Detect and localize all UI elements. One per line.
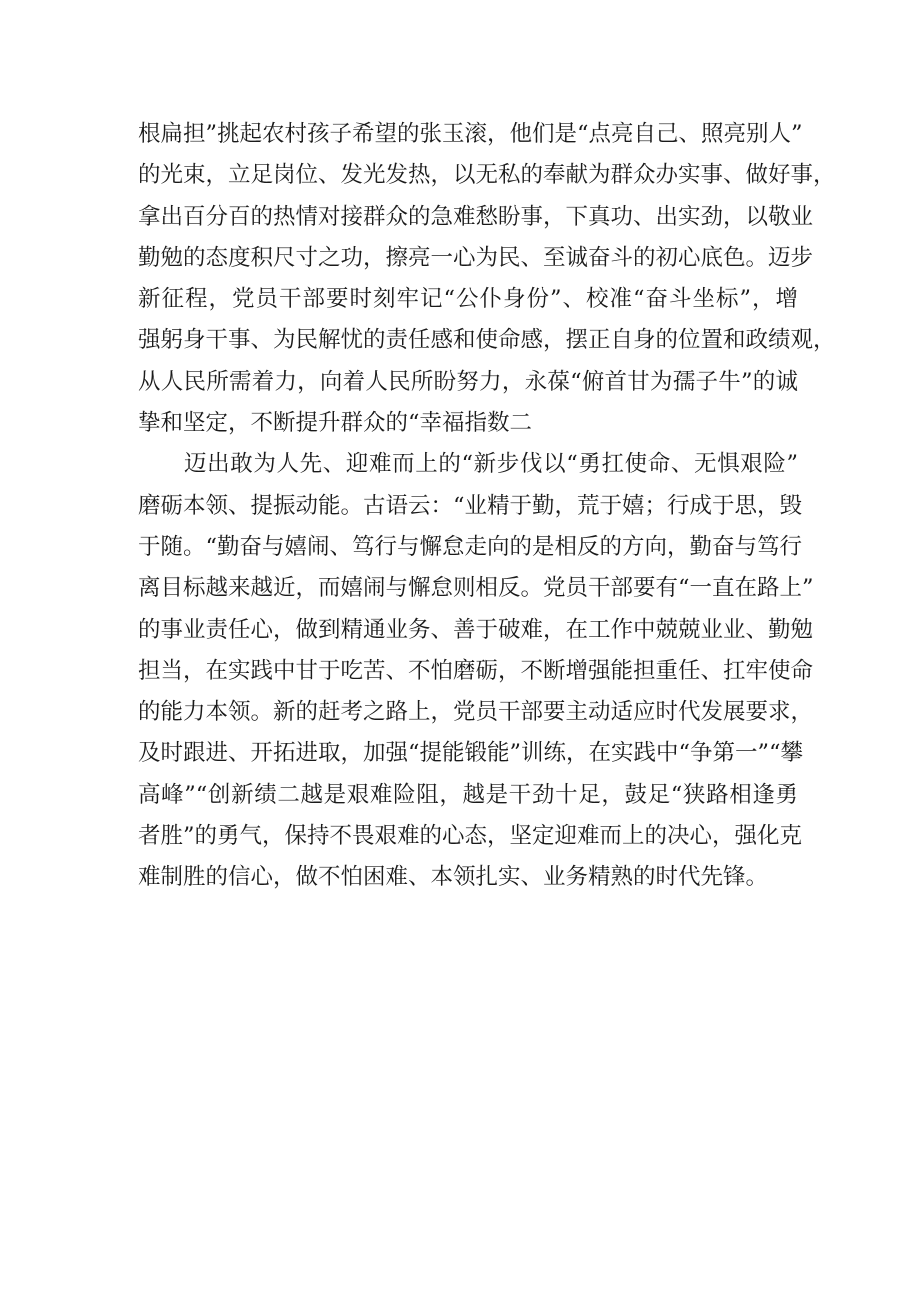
text-line: 磨砺本领、提振动能。古语云：“业精于勤，荒于嬉；行成于思，毁 [138,492,803,519]
document-body [138,114,836,899]
text-line: 勤勉的态度积尺寸之功，擦亮一心为民、至诚奋斗的初心底色。迈步 [138,244,814,271]
text-line: 挚和坚定，不断提升群众的“幸福指数二 [138,410,533,437]
text-line: 担当，在实践中甘于吃苦、不怕磨砺，不断增强能担重任、扛牢使命 [138,657,814,684]
text-line: 离目标越来越近，而嬉闹与懈怠则相反。党员干部要有“一直在路上” [138,575,814,602]
text-line: 强躬身干事、为民解忧的责任感和使命感，摆正自身的位置和政绩观， [138,327,836,354]
text-line: 新征程，党员干部要时刻牢记“公仆身份”、校准“奋斗坐标”，增 [138,286,798,313]
text-line: 的能力本领。新的赶考之路上，党员干部要主动适应时代发展要求， [138,699,814,726]
text-line: 于随。“勤奋与嬉闹、笃行与懈怠走向的是相反的方向，勤奋与笃行 [138,533,803,560]
text-line: 拿出百分百的热情对接群众的急难愁盼事，下真功、出实劲，以敬业 [138,203,814,230]
text-line: 从人民所需着力，向着人民所盼努力，永葆“俯首甘为孺子牛”的诚 [138,368,798,395]
text-line: 的光束，立足岗位、发光发热，以无私的奉献为群众办实事、做好事， [138,162,836,189]
text-line: 及时跟进、开拓进取，加强“提能锻能”训练，在实践中“争第一”“攀 [138,740,804,767]
text-line: 者胜”的勇气，保持不畏艰难的心态，坚定迎难而上的决心，强化克 [138,823,803,850]
text-line: 的事业责任心，做到精通业务、善于破难，在工作中兢兢业业、勤勉 [138,616,814,643]
text-line: 难制胜的信心，做不怕困难、本领扎实、业务精熟的时代先锋。 [138,864,769,891]
text-line: 迈出敢为人先、迎难而上的“新步伐以“勇扛使命、无惧艰险” [184,451,798,478]
text-line: 高峰”“创新绩二越是艰难险阻，越是干劲十足，鼓足“狭路相逢勇 [138,781,798,808]
paragraph-2 [138,444,814,898]
paragraph-1 [138,114,836,444]
text-line: 根扁担”挑起农村孩子希望的张玉滚，他们是“点亮自己、照亮别人” [138,121,803,147]
